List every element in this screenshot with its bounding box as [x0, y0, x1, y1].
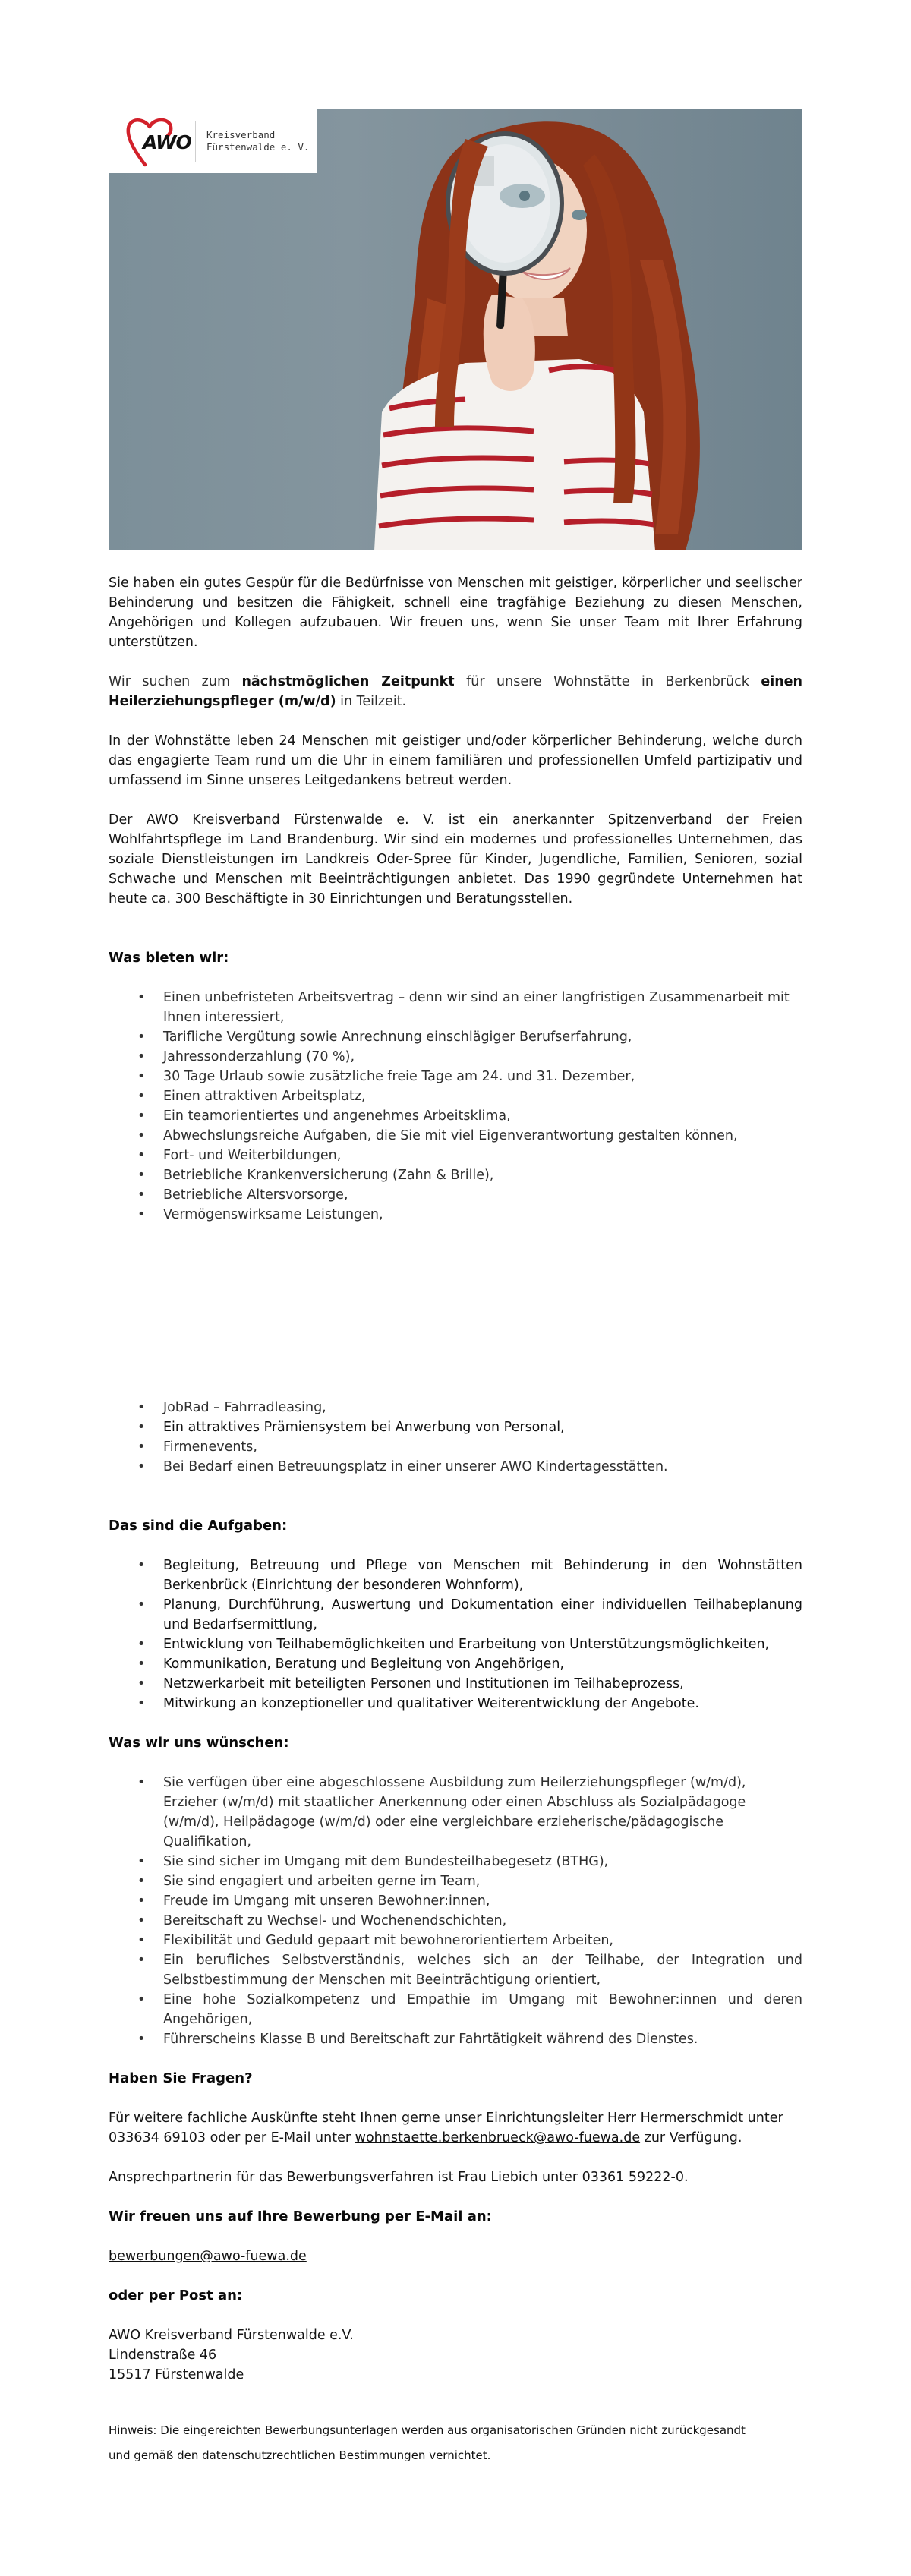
list-item: • Jahressonderzahlung (70 %), — [109, 1047, 802, 1067]
intro-paragraph: Sie haben ein gutes Gespür für die Bedürfnisse von Menschen mit geistiger, körperlicher und seelischer Behinderung und besitzen die Fähigkeit, schnell eine tragfähige Beziehung zu diesen Menschen, Angehörigen und Kollegen aufzubauen. Wir freuen uns, wenn Sie unser Team mit Ihrer Erfahrung unterstützen. — [109, 575, 802, 650]
search-text: in Teilzeit. — [336, 694, 407, 709]
hint-line: und gemäß den datenschutzrechtlichen Bestimmungen vernichtet. — [109, 2448, 491, 2462]
logo-org-name — [206, 129, 309, 153]
hint-line: Hinweis: Die eingereichten Bewerbungsunterlagen werden aus organisatorischen Gründen nicht zurückgesandt — [109, 2423, 746, 2437]
privacy-hint — [109, 2418, 802, 2468]
tasks-list — [109, 1556, 802, 1714]
list-item: • Sie sind sicher im Umgang mit dem Bundesteilhabegesetz (BTHG), — [109, 1852, 802, 1871]
contact-text: zur Verfügung. — [640, 2130, 742, 2146]
search-text: Wir suchen zum — [109, 674, 242, 689]
list-item: • Führerscheins Klasse B und Bereitschaft zur Fahrtätigkeit während des Dienstes. — [109, 2029, 802, 2049]
list-item: • Ein teamorientiertes und angenehmes Arbeitsklima, — [109, 1106, 802, 1126]
list-item: • Netzwerkarbeit mit beteiligten Personen und Institutionen im Teilhabeprozess, — [109, 1674, 802, 1694]
address-line: AWO Kreisverband Fürstenwalde e.V. — [109, 2328, 354, 2343]
offer-list — [109, 988, 802, 1225]
list-item: • Sie sind engagiert und arbeiten gerne im Team, — [109, 1871, 802, 1891]
postal-address — [109, 2325, 802, 2385]
hero-image — [109, 109, 802, 550]
contact-paragraph — [109, 2108, 802, 2148]
wishes-list — [109, 1773, 802, 2049]
woman-magnifier-illustration — [109, 109, 802, 550]
list-item: • Vermögenswirksame Leistungen, — [109, 1205, 802, 1225]
list-item: • JobRad – Fahrradleasing, — [109, 1398, 802, 1417]
list-item: • Betriebliche Krankenversicherung (Zahn & Brille), — [109, 1165, 802, 1185]
offer-list-continued — [109, 1398, 802, 1477]
list-item: • Einen unbefristeten Arbeitsvertrag – denn wir sind an einer langfristigen Zusammenarbeit mit Ihnen interessiert, — [109, 988, 802, 1027]
facility-email-link[interactable]: wohnstaette.berkenbrueck@awo-fuewa.de — [355, 2130, 641, 2146]
awo-wordmark: AWO — [143, 131, 191, 153]
tasks-heading: Das sind die Aufgaben: — [109, 1518, 288, 1534]
list-item: • Freude im Umgang mit unseren Bewohner:innen, — [109, 1891, 802, 1911]
address-line: Lindenstraße 46 — [109, 2347, 217, 2363]
list-item: • Kommunikation, Beratung und Begleitung von Angehörigen, — [109, 1654, 802, 1674]
company-paragraph: Der AWO Kreisverband Fürstenwalde e. V. ist ein anerkannter Spitzenverband der Freien Wohlfahrtspflege im Land Brandenburg. Wir sind ein modernes und professionelles Unternehmen, das soziale Dienstleistungen im Landkreis Oder-Spree für Kinder, Jugendliche, Familien, Senioren, sozial Schwache und Menschen mit Beeinträchtigungen anbietet. Das 1990 gegründete Unternehmen hat heute ca. 300 Beschäftigte in 30 Einrichtungen und Beratungsstellen. — [109, 812, 802, 906]
contact-text: Für weitere fachliche Auskünfte steht Ihnen gerne unser Einrichtungsleiter Herr Hermerschmidt unter 033634 69103 oder per E-Mail unter — [109, 2111, 783, 2146]
offer-heading: Was bieten wir: — [109, 950, 229, 966]
job-title-highlight: einen Heilerziehungspfleger (m/w/d) — [109, 674, 802, 709]
list-item: • Ein berufliches Selbstverständnis, welches sich an der Teilhabe, der Integration und Selbstbestimmung der Menschen mit Beeinträchtigung orientiert, — [109, 1950, 802, 1990]
apply-post-heading: oder per Post an: — [109, 2288, 243, 2303]
list-item: • Planung, Durchführung, Auswertung und Dokumentation einer individuellen Teilhabeplanung und Bedarfsermittlung, — [109, 1595, 802, 1635]
application-email-link[interactable]: bewerbungen@awo-fuewa.de — [109, 2249, 307, 2264]
list-item: • Einen attraktiven Arbeitsplatz, — [109, 1086, 802, 1106]
list-item: • Bei Bedarf einen Betreuungsplatz in einer unserer AWO Kindertagesstätten. — [109, 1457, 802, 1477]
list-item: • Ein attraktives Prämiensystem bei Anwerbung von Personal, — [109, 1417, 802, 1437]
list-item: • Betriebliche Altersvorsorge, — [109, 1185, 802, 1205]
list-item: • Firmenevents, — [109, 1437, 802, 1457]
awo-heart-logo — [109, 109, 192, 173]
job-posting — [109, 109, 802, 2468]
hr-contact-paragraph: Ansprechpartnerin für das Bewerbungsverfahren ist Frau Liebich unter 03361 59222-0. — [109, 2170, 689, 2185]
questions-heading: Haben Sie Fragen? — [109, 2070, 253, 2086]
logo-org-line1: Kreisverband — [206, 128, 276, 140]
list-item: • Fort- und Weiterbildungen, — [109, 1146, 802, 1165]
list-item: • Abwechslungsreiche Aufgaben, die Sie mit viel Eigenverantwortung gestalten können, — [109, 1126, 802, 1146]
logo-org-line2: Fürstenwalde e. V. — [206, 140, 310, 153]
list-item: • Eine hohe Sozialkompetenz und Empathie im Umgang mit Bewohner:innen und deren Angehörigen, — [109, 1990, 802, 2029]
list-item: • Begleitung, Betreuung und Pflege von Menschen mit Behinderung in den Wohnstätten Berkenbrück (Einrichtung der besonderen Wohnform), — [109, 1556, 802, 1595]
wishes-heading: Was wir uns wünschen: — [109, 1735, 289, 1751]
list-item: • Tarifliche Vergütung sowie Anrechnung einschlägiger Berufserfahrung, — [109, 1027, 802, 1047]
list-item: • Entwicklung von Teilhabemöglichkeiten und Erarbeitung von Unterstützungsmöglichkeiten, — [109, 1635, 802, 1654]
awo-logo — [109, 109, 317, 173]
logo-divider — [195, 121, 196, 162]
list-item: • Mitwirkung an konzeptioneller und qualitativer Weiterentwicklung der Angebote. — [109, 1694, 802, 1714]
list-item: • Sie verfügen über eine abgeschlossene Ausbildung zum Heilerziehungspfleger (w/m/d), Erzieher (w/m/d) mit staatlicher Anerkennung oder einen Abschluss als Sozialpädagoge (w/m/d), Heilpädagoge (w/m/d) oder eine vergleichbare erzieherische/pädagogische Qualifikation, — [109, 1773, 802, 1852]
blank-spacer — [109, 1225, 802, 1398]
search-paragraph — [109, 672, 802, 711]
apply-email-heading: Wir freuen uns auf Ihre Bewerbung per E-Mail an: — [109, 2209, 492, 2224]
list-item: • 30 Tage Urlaub sowie zusätzliche freie Tage am 24. und 31. Dezember, — [109, 1067, 802, 1086]
list-item: • Bereitschaft zu Wechsel- und Wochenendschichten, — [109, 1911, 802, 1931]
search-text: für unsere Wohnstätte in Berkenbrück — [454, 674, 761, 689]
start-date-highlight: nächstmöglichen Zeitpunkt — [241, 674, 455, 689]
address-line: 15517 Fürstenwalde — [109, 2367, 244, 2382]
posting-body — [109, 573, 802, 2468]
residence-paragraph: In der Wohnstätte leben 24 Menschen mit geistiger und/oder körperlicher Behinderung, welche durch das engagierte Team rund um die Uhr in einem familiären und professionellen Umfeld partizipativ und umfassend im Sinne unseres Leitgedankens betreut werden. — [109, 733, 802, 788]
list-item: • Flexibilität und Geduld gepaart mit bewohnerorientiertem Arbeiten, — [109, 1931, 802, 1950]
